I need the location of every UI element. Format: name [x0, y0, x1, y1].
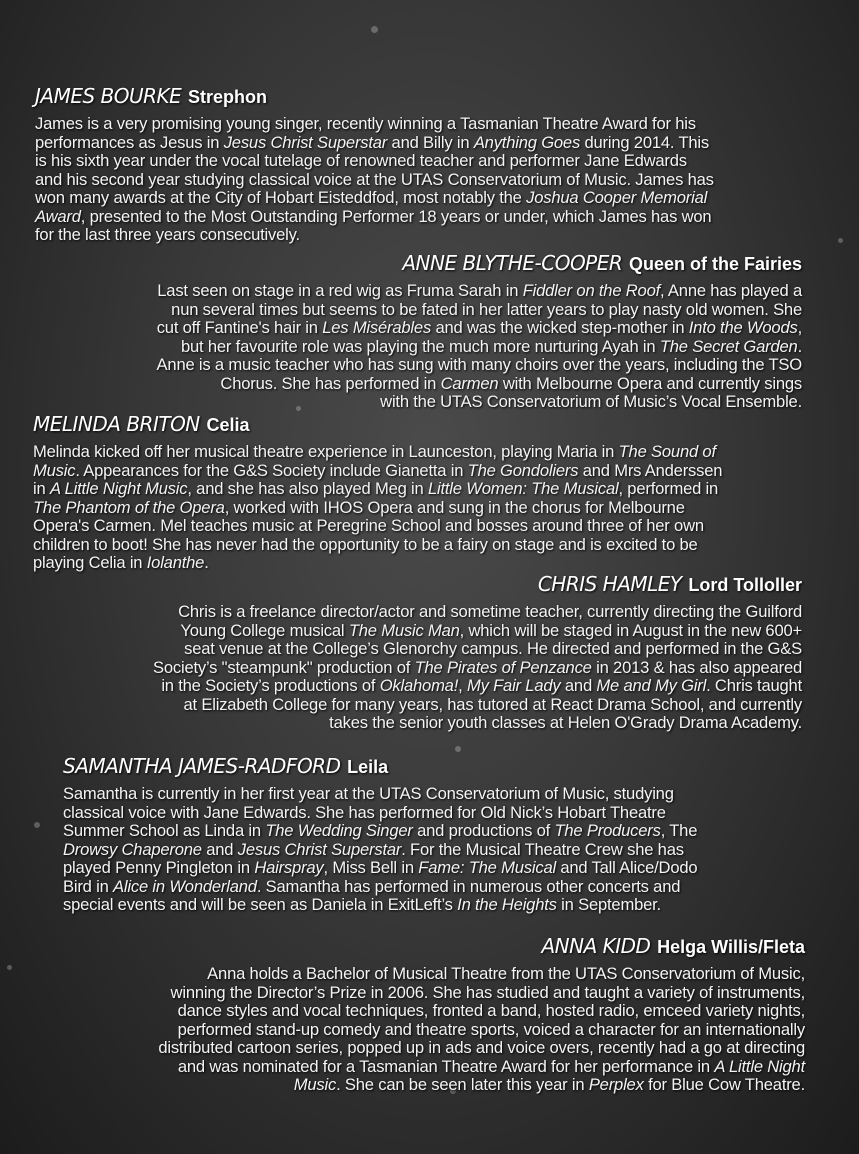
show-title: Drowsy Chaperone — [63, 839, 202, 859]
performer-name: ANNE BLYTHE-COOPER — [402, 251, 623, 275]
show-title: Me and My Girl — [596, 676, 707, 695]
bio-line: Drowsy Chaperone and Jesus Christ Superstar. For the Musical Theatre Crew she has — [63, 839, 684, 859]
bio-heading — [33, 412, 722, 437]
bio-line: and his second year studying classical voice at the UTAS Conservatorium of Music. James has — [35, 169, 714, 189]
show-title: The Wedding Singer — [265, 821, 413, 840]
bio-text — [35, 115, 714, 245]
performer-name: SAMANTHA JAMES-RADFORD — [63, 754, 341, 778]
bio-line: for the last three years consecutively. — [35, 225, 300, 244]
show-title: Les Misérables — [322, 318, 432, 337]
role-name: Strephon — [187, 87, 267, 107]
show-title: Joshua Cooper Memorial — [526, 188, 708, 207]
show-title: Music — [33, 460, 76, 480]
bio-line: dance styles and vocal techniques, fronted a band, hosted radio, emceed variety nights, — [177, 1001, 805, 1020]
bio-line: special events and will be seen as Daniela in ExitLeft’s In the Heights in September. — [63, 895, 661, 914]
show-title: The Gondoliers — [467, 460, 579, 480]
show-title: The Pirates of Penzance — [414, 657, 592, 677]
role-name: Lord Tolloller — [688, 575, 802, 595]
bio-line: Anne is a music teacher who has sung with many choirs over the years, including the TSO — [156, 355, 802, 374]
bio-line: distributed cartoon series, popped up in ads and voice overs, recently had a go at directing — [158, 1038, 805, 1057]
bio-line: performances as Jesus in Jesus Christ Superstar and Billy in Anything Goes during 2014. This — [35, 132, 709, 152]
show-title: The Producers — [554, 821, 661, 840]
dust-speck — [455, 746, 461, 752]
bio-text — [33, 443, 722, 573]
bio-line: and was nominated for a Tasmanian Theatre Award for her performance in A Little Night — [177, 1056, 805, 1076]
bio-line: winning the Director’s Prize in 2006. She has studied and taught a variety of instruments, — [170, 982, 805, 1002]
bio-line: Music. Appearances for the G&S Society include Gianetta in The Gondoliers and Mrs Anderssen — [33, 460, 723, 480]
bio-chris-hamley — [153, 572, 802, 733]
bio-anne-blythe-cooper — [157, 251, 802, 412]
bio-line: Music. She can be seen later this year in Perplex for Blue Cow Theatre. — [293, 1075, 805, 1094]
bio-line: Last seen on stage in a red wig as Fruma Sarah in Fiddler on the Roof, Anne has played a — [157, 281, 802, 300]
dust-speck — [34, 822, 40, 828]
role-name: Leila — [347, 757, 389, 777]
bio-melinda-briton — [33, 412, 722, 573]
show-title: Carmen — [440, 373, 499, 393]
show-title: Oklahoma! — [379, 676, 459, 695]
bio-line: Chris is a freelance director/actor and sometime teacher, currently directing the Guilford — [178, 602, 802, 621]
bio-line: Samantha is currently in her first year at the UTAS Conservatorium of Music, studying — [63, 784, 674, 803]
bio-line: Opera's Carmen. Mel teaches music at Peregrine School and bosses around three of her own — [33, 516, 704, 535]
show-title: A Little Night — [714, 1056, 805, 1076]
bio-line: in the Society’s productions of Oklahoma!, My Fair Lady and Me and My Girl. Chris taught — [161, 676, 802, 695]
bio-line: seat venue at the College’s Glenorchy campus. He directed and performed in the G&S — [184, 639, 802, 658]
bio-heading — [157, 251, 802, 276]
dust-speck — [838, 238, 843, 243]
show-title: Fame: The Musical — [418, 858, 556, 877]
performer-name: CHRIS HAMLEY — [537, 572, 682, 596]
role-name: Queen of the Fairies — [628, 254, 802, 274]
bio-heading — [153, 572, 802, 597]
bio-line: at Elizabeth College for many years, has tutored at React Drama School, and currently — [183, 694, 802, 714]
bio-line: nun several times but seems to be fated in her latter years to play nasty old women. She — [171, 299, 802, 319]
show-title: Perplex — [588, 1075, 644, 1094]
bio-text — [63, 785, 697, 915]
bio-text — [158, 965, 805, 1095]
show-title: Fiddler on the Roof — [522, 281, 661, 300]
dust-speck — [7, 965, 12, 970]
bio-line: is his sixth year under the vocal tutelage of renowned teacher and performer Jane Edwards — [35, 151, 687, 170]
performer-name: ANNA KIDD — [541, 934, 651, 958]
bio-line: but her favourite role was playing the much more nurturing Ayah in The Secret Garden. — [180, 336, 802, 356]
bio-heading — [35, 84, 714, 109]
dust-speck — [371, 26, 378, 33]
bio-line: Anna holds a Bachelor of Musical Theatre from the UTAS Conservatorium of Music, — [207, 964, 805, 983]
show-title: The Phantom of the Opera — [33, 497, 225, 517]
show-title: Music — [293, 1075, 337, 1094]
performer-name: MELINDA BRITON — [33, 412, 200, 436]
role-name: Helga Willis/Fleta — [657, 937, 805, 957]
show-title: Hairspray — [254, 858, 324, 877]
show-title: In the Heights — [457, 895, 557, 914]
show-title: The Sound of — [618, 442, 716, 461]
bio-line: played Penny Pingleton in Hairspray, Miss Bell in Fame: The Musical and Tall Alice/Dodo — [63, 858, 698, 877]
bio-text — [153, 603, 802, 733]
show-title: Iolanthe — [146, 553, 205, 572]
bio-line: Chorus. She has performed in Carmen with Melbourne Opera and currently sings — [220, 373, 802, 393]
bio-heading — [158, 934, 805, 959]
show-title: Jesus Christ Superstar — [237, 839, 402, 859]
performer-name: JAMES BOURKE — [35, 84, 182, 108]
bio-line: James is a very promising young singer, recently winning a Tasmanian Theatre Award for his — [35, 114, 696, 133]
bio-line: classical voice with Jane Edwards. She has performed for Old Nick’s Hobart Theatre — [63, 802, 666, 822]
bio-line: performed stand-up comedy and theatre sports, voiced a character for an internationally — [177, 1019, 805, 1039]
bio-line: Award, presented to the Most Outstanding Performer 18 years or under, which James has won — [35, 206, 712, 226]
bio-line: The Phantom of the Opera, worked with IHOS Opera and sung in the chorus for Melbourne — [33, 497, 685, 517]
bio-line: Bird in Alice in Wonderland. Samantha has performed in numerous other concerts and — [63, 876, 681, 896]
bio-line: with the UTAS Conservatorium of Music’s Vocal Ensemble. — [380, 392, 802, 411]
bio-line: won many awards at the City of Hobart Eisteddfod, most notably the Joshua Cooper Memorial — [35, 188, 708, 207]
bio-line: Society’s "steampunk" production of The Pirates of Penzance in 2013 & has also appeared — [152, 657, 802, 677]
bio-line: in A Little Night Music, and she has also played Meg in Little Women: The Musical, performed in — [33, 479, 719, 498]
show-title: Award — [35, 206, 81, 226]
show-title: My Fair Lady — [466, 676, 561, 695]
show-title: Jesus Christ Superstar — [223, 132, 388, 152]
bio-line: Young College musical The Music Man, which will be staged in August in the new 600+ — [180, 620, 802, 640]
show-title: The Music Man — [348, 620, 460, 640]
bio-line: Melinda kicked off her musical theatre experience in Launceston, playing Maria in The Sound of — [33, 442, 716, 461]
bio-line: Summer School as Linda in The Wedding Singer and productions of The Producers, The — [63, 821, 698, 840]
bio-heading — [63, 754, 697, 779]
role-name: Celia — [206, 415, 250, 435]
show-title: Little Women: The Musical — [427, 479, 619, 498]
bio-line: playing Celia in Iolanthe. — [33, 553, 209, 572]
show-title: A Little Night Music — [49, 479, 188, 498]
bio-james-bourke — [35, 84, 714, 245]
show-title: Alice in Wonderland — [113, 876, 257, 896]
show-title: Into the Woods — [688, 318, 798, 337]
show-title: The Secret Garden — [659, 336, 798, 356]
show-title: Anything Goes — [473, 132, 581, 152]
bio-line: takes the senior youth classes at Helen O'Grady Drama Academy. — [329, 713, 802, 732]
bio-samantha-james-radford — [63, 754, 697, 915]
bio-text — [157, 282, 802, 412]
bio-line: children to boot! She has never had the opportunity to be a fairy on stage and is excited to be — [33, 534, 698, 554]
bio-line: cut off Fantine's hair in Les Misérables and was the wicked step-mother in Into the Woods, — [156, 318, 802, 337]
bio-anna-kidd — [158, 934, 805, 1095]
